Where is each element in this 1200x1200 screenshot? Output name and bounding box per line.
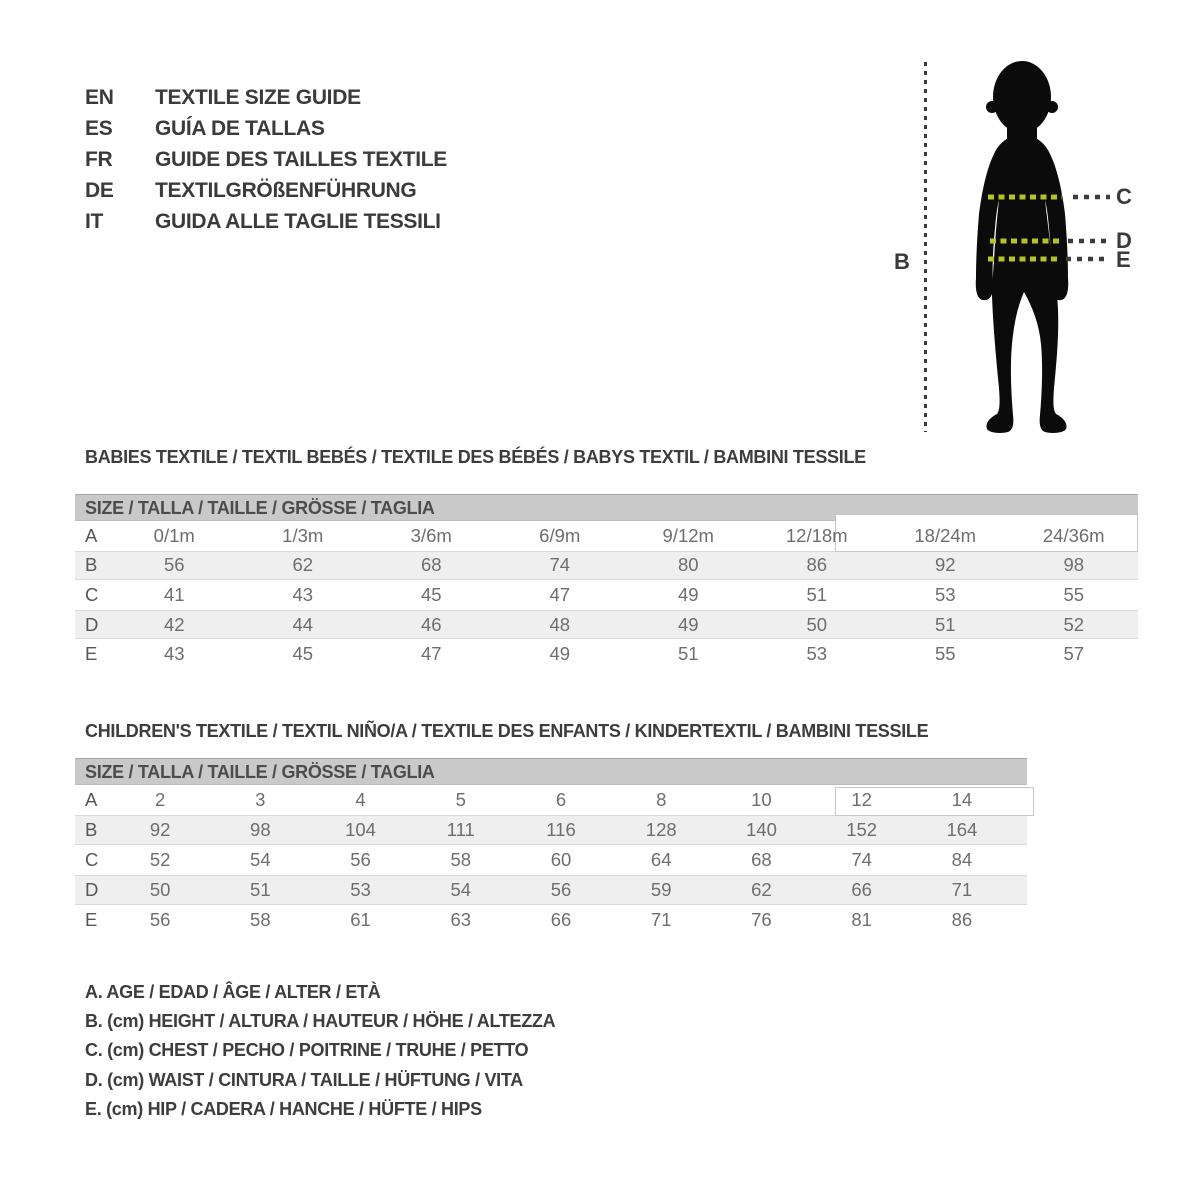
table-cell-B-0: 56	[163, 554, 185, 576]
table-row-A	[75, 521, 1138, 551]
list-item	[85, 206, 447, 237]
table-cell-D-1: 44	[292, 613, 314, 635]
table-cell-C-7: 74	[851, 849, 872, 870]
row-label: A	[85, 789, 98, 810]
table-row-E	[75, 905, 1027, 935]
table-cell-A-7: 12	[851, 789, 872, 810]
size-header-band: SIZE / TALLA / TAILLE / GRÖSSE / TAGLIA	[75, 758, 1027, 785]
table-row-C	[75, 845, 1027, 875]
table-cell-C-3: 58	[450, 849, 472, 870]
table-cell-D-2: 53	[350, 879, 371, 900]
table-cell-C-6: 68	[751, 849, 772, 870]
table-cell-A-1: 3	[255, 789, 266, 810]
table-cell-D-3: 54	[450, 879, 472, 900]
language-code: IT	[85, 209, 104, 233]
table-cell-A-5: 8	[656, 789, 667, 810]
table-cell-E-3: 63	[450, 909, 472, 930]
hip-label: E	[1116, 247, 1131, 272]
guide-title: GUIDE DES TAILLES TEXTILE	[155, 147, 447, 171]
table-cell-C-1: 54	[250, 849, 271, 870]
table-cell-D-5: 59	[650, 879, 672, 900]
table-cell-B-5: 86	[806, 554, 828, 576]
table-cell-A-0: 2	[154, 789, 166, 810]
table-cell-C-1: 43	[292, 583, 314, 605]
list-item	[85, 82, 447, 113]
table-cell-A-3: 6/9m	[539, 524, 581, 546]
row-label: D	[85, 879, 99, 900]
table-cell-E-2: 61	[350, 909, 371, 930]
table-cell-D-4: 56	[550, 879, 572, 900]
table-cell-C-4: 60	[550, 849, 572, 870]
table-cell-B-1: 98	[250, 819, 271, 840]
table-cell-E-5: 53	[806, 643, 828, 665]
list-item	[85, 175, 447, 206]
table-cell-C-7: 55	[1063, 583, 1085, 605]
row-label: D	[85, 613, 99, 635]
table-cell-A-1: 1/3m	[282, 524, 324, 546]
measurement-legend	[85, 978, 555, 1124]
language-code: EN	[85, 85, 114, 109]
table-cell-B-4: 116	[546, 819, 576, 840]
silhouette-body	[976, 134, 1068, 433]
list-item	[85, 144, 447, 175]
table-cell-E-6: 55	[934, 643, 956, 665]
table-cell-A-7: 24/36m	[1042, 524, 1105, 546]
table-cell-E-4: 66	[550, 909, 572, 930]
table-cell-E-1: 58	[250, 909, 271, 930]
table-cell-D-4: 49	[677, 613, 699, 635]
table-cell-B-0: 92	[149, 819, 171, 840]
table-cell-B-2: 104	[345, 819, 376, 840]
table-cell-E-0: 56	[149, 909, 171, 930]
table-cell-E-7: 81	[851, 909, 872, 930]
table-cell-C-0: 52	[149, 849, 171, 870]
height-measure-dashed-line	[924, 62, 927, 432]
table-cell-E-5: 71	[650, 909, 672, 930]
table-cell-D-5: 50	[806, 613, 828, 635]
table-cell-A-2: 4	[355, 789, 366, 810]
chest-label: C	[1116, 184, 1132, 209]
table-cell-C-6: 53	[934, 583, 956, 605]
table-cell-B-8: 164	[946, 819, 978, 840]
table-cell-A-6: 10	[751, 789, 772, 810]
table-cell-C-0: 41	[163, 583, 185, 605]
language-code: ES	[85, 116, 113, 140]
table-cell-D-7: 66	[851, 879, 872, 900]
table-cell-D-1: 51	[250, 879, 271, 900]
table-cell-B-5: 128	[645, 819, 677, 840]
table-cell-D-8: 71	[951, 879, 973, 900]
table-cell-C-2: 56	[350, 849, 371, 870]
guide-title: TEXTILGRÖßENFÜHRUNG	[155, 178, 417, 202]
guide-title: GUÍA DE TALLAS	[155, 116, 325, 140]
table-cell-D-7: 52	[1063, 613, 1085, 635]
table-cell-D-2: 46	[420, 613, 442, 635]
table-cell-B-3: 74	[549, 554, 571, 576]
legend-waist: D. (cm) WAIST / CINTURA / TAILLE / HÜFTUNG / VITA	[85, 1069, 523, 1090]
table-row-D	[75, 610, 1138, 640]
table-cell-E-1: 45	[292, 643, 314, 665]
table-cell-E-3: 49	[549, 643, 571, 665]
table-row-D	[75, 875, 1027, 905]
table-cell-C-5: 51	[806, 583, 828, 605]
table-cell-D-6: 51	[934, 613, 956, 635]
table-cell-C-4: 49	[677, 583, 699, 605]
children-section-heading: CHILDREN'S TEXTILE / TEXTIL NIÑO/A / TEXTILE DES ENFANTS / KINDERTEXTIL / BAMBINI TESSILE	[85, 721, 929, 741]
table-cell-A-6: 18/24m	[914, 524, 977, 546]
table-cell-D-3: 48	[549, 613, 571, 635]
table-row-B	[75, 551, 1138, 581]
table-cell-A-8: 14	[951, 789, 973, 810]
table-cell-A-4: 9/12m	[662, 524, 714, 546]
table-cell-B-6: 140	[746, 819, 777, 840]
row-label: C	[85, 849, 99, 870]
table-cell-A-5: 12/18m	[785, 524, 848, 546]
table-cell-B-3: 111	[446, 819, 475, 840]
table-cell-B-7: 152	[846, 819, 878, 840]
row-label: B	[85, 554, 98, 576]
row-label: E	[85, 643, 98, 665]
waist-label: D	[1116, 228, 1132, 253]
height-label: B	[894, 249, 910, 274]
legend-height: B. (cm) HEIGHT / ALTURA / HAUTEUR / HÖHE / ALTEZZA	[85, 1011, 556, 1032]
table-cell-A-3: 5	[455, 789, 466, 810]
table-cell-C-5: 64	[650, 849, 672, 870]
language-title-list	[85, 82, 447, 237]
table-row-E	[75, 639, 1138, 669]
table-cell-E-0: 43	[163, 643, 185, 665]
table-cell-E-4: 51	[677, 643, 699, 665]
language-code: DE	[85, 178, 114, 202]
table-cell-E-8: 86	[951, 909, 973, 930]
table-row-B	[75, 815, 1027, 845]
table-cell-E-2: 47	[420, 643, 442, 665]
row-label: B	[85, 819, 98, 840]
legend-hip: E. (cm) HIP / CADERA / HANCHE / HÜFTE / HIPS	[85, 1098, 482, 1119]
table-cell-B-7: 98	[1063, 554, 1085, 576]
language-code: FR	[85, 147, 113, 171]
guide-title: TEXTILE SIZE GUIDE	[155, 85, 361, 109]
table-cell-A-0: 0/1m	[153, 524, 195, 546]
table-cell-A-2: 3/6m	[410, 524, 452, 546]
babies-section-heading: BABIES TEXTILE / TEXTIL BEBÉS / TEXTILE DES BÉBÉS / BABYS TEXTIL / BAMBINI TESSILE	[85, 447, 866, 467]
table-cell-E-7: 57	[1063, 643, 1085, 665]
table-cell-B-1: 62	[292, 554, 314, 576]
table-cell-A-4: 6	[555, 789, 567, 810]
table-cell-B-2: 68	[420, 554, 442, 576]
legend-chest: C. (cm) CHEST / PECHO / POITRINE / TRUHE / PETTO	[85, 1040, 529, 1061]
row-label: C	[85, 583, 99, 605]
table-row-C	[75, 580, 1138, 610]
table-cell-D-0: 42	[163, 613, 185, 635]
table-cell-D-6: 62	[751, 879, 772, 900]
table-row-A	[75, 785, 1027, 815]
row-label: E	[85, 909, 98, 930]
table-cell-D-0: 50	[149, 879, 171, 900]
list-item	[85, 113, 447, 144]
table-cell-B-4: 80	[677, 554, 699, 576]
table-cell-B-6: 92	[934, 554, 956, 576]
table-cell-C-3: 47	[549, 583, 571, 605]
table-cell-C-2: 45	[420, 583, 442, 605]
legend-age: A. AGE / EDAD / ÂGE / ALTER / ETÀ	[85, 982, 381, 1003]
table-cell-E-6: 76	[751, 909, 772, 930]
row-label: A	[85, 524, 98, 546]
children-size-table	[75, 758, 1027, 935]
table-cell-C-8: 84	[951, 849, 973, 870]
guide-title: GUIDA ALLE TAGLIE TESSILI	[155, 209, 441, 233]
size-header-band: SIZE / TALLA / TAILLE / GRÖSSE / TAGLIA	[75, 494, 1138, 521]
